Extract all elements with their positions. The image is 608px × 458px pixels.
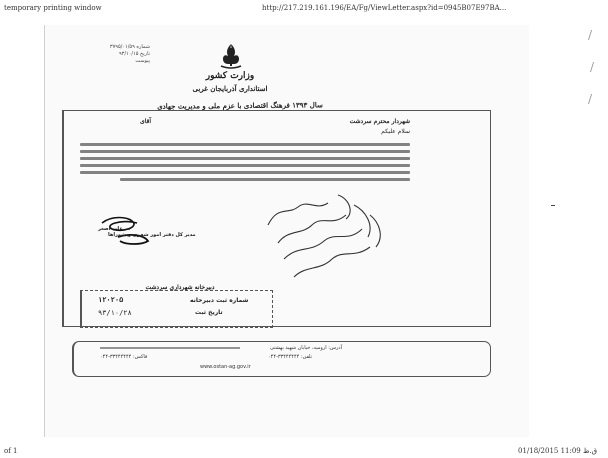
page-count: of 1: [4, 447, 18, 455]
body-text-line: [80, 150, 410, 153]
registry-date-label: تاریخ ثبت: [195, 309, 223, 316]
recipient-title: آقای: [140, 118, 152, 125]
date-label: تاریخ: [140, 51, 150, 57]
registry-date-value: ۹۳/۱۰/۲۸: [98, 309, 132, 317]
signer-name: علی اصغر ...: [98, 226, 131, 232]
registry-number-label: شماره ثبت دبیرخانه: [190, 297, 249, 304]
footer-phone: تلفن: ۳۳۴۴۴۴۴۴-۰۴۴: [268, 354, 313, 360]
number-value: ۳۷۹۵/۰۱/۵۹: [109, 44, 135, 50]
stray-mark: [551, 205, 555, 206]
body-text-line: [80, 157, 410, 160]
date-value: ۹۳/۱۰/۱۵: [118, 51, 139, 57]
attachment-label: پیوست: [135, 58, 150, 64]
ministry-name: وزارت کشور: [205, 71, 255, 81]
footer-website: www.ostan-ag.gov.ir: [200, 364, 251, 370]
recipient: شهردار محترم سردشت: [349, 118, 410, 125]
footer-address: آدرس: ارومیه، خیابان شهید بهشتی: [270, 345, 343, 351]
office-name: استانداری آذربایجان غربی: [192, 84, 268, 93]
letter-meta: [100, 44, 150, 65]
handwritten-annotation: [258, 185, 388, 295]
registry-number-value: ۱۲۰۲۰۵: [98, 296, 124, 304]
number-label: شماره: [136, 44, 150, 50]
signer-title: مدیر کل دفتر امور شهری و شوراها: [108, 232, 196, 238]
footer-text-line: [100, 347, 240, 349]
body-text-line: [120, 178, 410, 181]
iran-emblem-logo: [213, 42, 249, 70]
year-slogan: سال ۱۳۹۳ فرهنگ اقتصادی با عزم ملی و مدیریت جهادی: [157, 100, 323, 111]
footer-fax: فاکس: ۳۳۴۴۴۴۴۴-۰۴۴: [100, 354, 148, 360]
body-text-line: [80, 171, 410, 174]
window-title: temporary printing window: [4, 4, 102, 12]
body-text-line: [80, 143, 410, 146]
browser-header: [0, 0, 608, 20]
greeting: سلام علیکم: [381, 128, 410, 135]
margin-mark: /: [588, 28, 593, 42]
page-url: http://217.219.161.196/EA/Fg/ViewLetter.aspx?id=0945B07E97BA...: [262, 4, 507, 12]
body-text-line: [80, 164, 410, 167]
registry-header: دبیرخانه شهرداری سردشت: [145, 284, 215, 291]
print-datetime: 01/18/2015 11:09 ق.ظ: [518, 447, 598, 455]
margin-mark: /: [590, 60, 595, 74]
margin-mark: /: [588, 92, 593, 106]
